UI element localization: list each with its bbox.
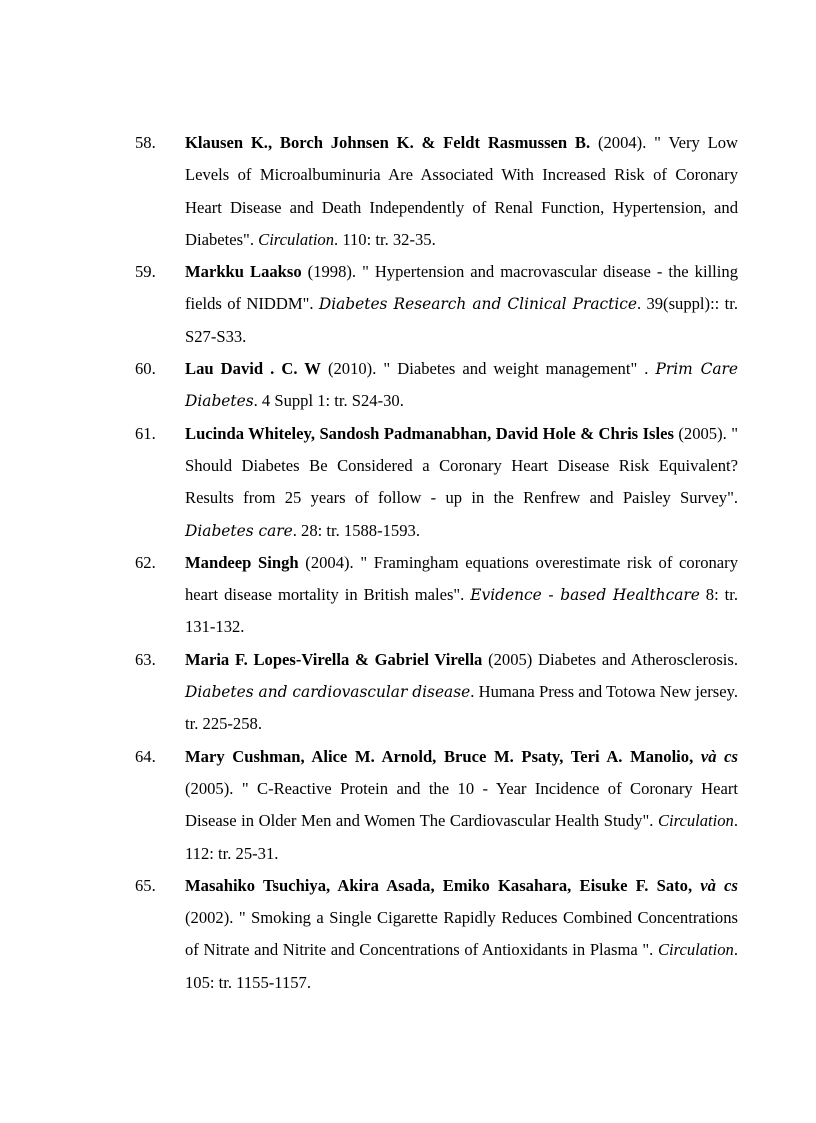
reference-et-al: và cs (693, 746, 738, 766)
reference-journal: Diabetes care (185, 521, 293, 540)
reference-details: . 105: tr. 1155-1157. (185, 940, 738, 992)
reference-list (0, 127, 816, 999)
reference-text (185, 256, 738, 353)
reference-number: 65. (135, 875, 156, 895)
reference-authors: Mary Cushman, Alice M. Arnold, Bruce M. Psaty, Teri A. Manolio, (185, 746, 694, 766)
reference-authors: Masahiko Tsuchiya, Akira Asada, Emiko Kasahara, Eisuke F. Sato, (185, 875, 693, 895)
reference-journal: Diabetes and cardiovascular disease (185, 683, 471, 702)
reference-number: 59. (135, 262, 156, 282)
reference-details: . 28: tr. 1588-1593. (292, 520, 420, 540)
reference-authors: Lucinda Whiteley, Sandosh Padmanabhan, David Hole & Chris Isles (185, 423, 674, 443)
reference-number: 63. (135, 649, 156, 669)
reference-item (0, 870, 816, 999)
reference-authors: Lau David . C. W (185, 359, 321, 379)
reference-number: 61. (135, 423, 156, 443)
reference-authors: Maria F. Lopes-Virella & Gabriel Virella (185, 649, 483, 669)
reference-authors: Mandeep Singh (185, 552, 299, 572)
reference-text (185, 547, 738, 644)
reference-title: (2005). " Should Diabetes Be Considered a Coronary Heart Disease Risk Equivalent? Results from 25 years of follow - up in the Renfrew and Paisley Survey". (185, 423, 738, 508)
reference-title: (2002). " Smoking a Single Cigarette Rapidly Reduces Combined Concentrations of Nitrate and Nitrite and Concentrations of Antioxidants in Plasma ". (185, 908, 738, 960)
reference-item (0, 127, 816, 256)
reference-journal: Circulation (258, 229, 335, 249)
reference-details: . Humana Press and Totowa New jersey. tr. 225-258. (185, 682, 738, 734)
reference-et-al: và cs (692, 875, 738, 895)
reference-number: 58. (135, 133, 156, 152)
reference-number: 64. (135, 746, 156, 766)
reference-text (185, 870, 738, 999)
reference-item (0, 256, 816, 353)
reference-title: (2005) Diabetes and Atherosclerosis. (482, 649, 738, 669)
reference-title: (2005). " C-Reactive Protein and the 10 - Year Incidence of Coronary Heart Disease in Older Men and Women The Cardiovascular Health Study". (185, 778, 738, 831)
reference-details: . 4 Suppl 1: tr. S24-30. (253, 391, 404, 411)
reference-details: . 110: tr. 32-35. (334, 229, 436, 249)
reference-title: (2004). " Very Low Levels of Microalbuminuria Are Associated With Increased Risk of Coronary Heart Disease and Death Independently of Renal Function, Hypertension, and Diabetes". (185, 133, 738, 249)
reference-item (0, 353, 816, 418)
reference-journal: Diabetes Research and Clinical Practice (318, 295, 637, 314)
reference-item (0, 741, 816, 870)
reference-text (185, 127, 738, 256)
reference-journal: Circulation (657, 811, 734, 831)
reference-item (0, 547, 816, 644)
reference-authors: Klausen K., Borch Johnsen K. & Feldt Rasmussen B. (185, 133, 591, 152)
reference-title: (2004). " Framingham equations overestimate risk of coronary heart disease mortality in British males". (185, 552, 738, 605)
reference-authors: Markku Laakso (185, 262, 302, 282)
reference-item (0, 644, 816, 741)
reference-journal: Circulation (657, 940, 734, 960)
reference-details: . 112: tr. 25-31. (185, 811, 738, 863)
reference-details: . 39(suppl):: tr. S27-S33. (185, 294, 738, 346)
reference-journal: Evidence - based Healthcare (470, 586, 700, 605)
reference-number: 62. (135, 552, 156, 572)
reference-text (185, 741, 738, 870)
reference-details: 8: tr. 131-132. (185, 585, 738, 637)
reference-text (185, 353, 738, 418)
reference-text (185, 644, 738, 741)
reference-number: 60. (135, 359, 156, 379)
reference-text (185, 418, 738, 547)
reference-journal: Prim Care Diabetes (185, 360, 738, 411)
reference-item (0, 418, 816, 547)
reference-title: (1998). " Hypertension and macrovascular disease - the killing fields of NIDDM". (185, 262, 738, 314)
reference-title: (2010). " Diabetes and weight management" . (320, 359, 656, 379)
